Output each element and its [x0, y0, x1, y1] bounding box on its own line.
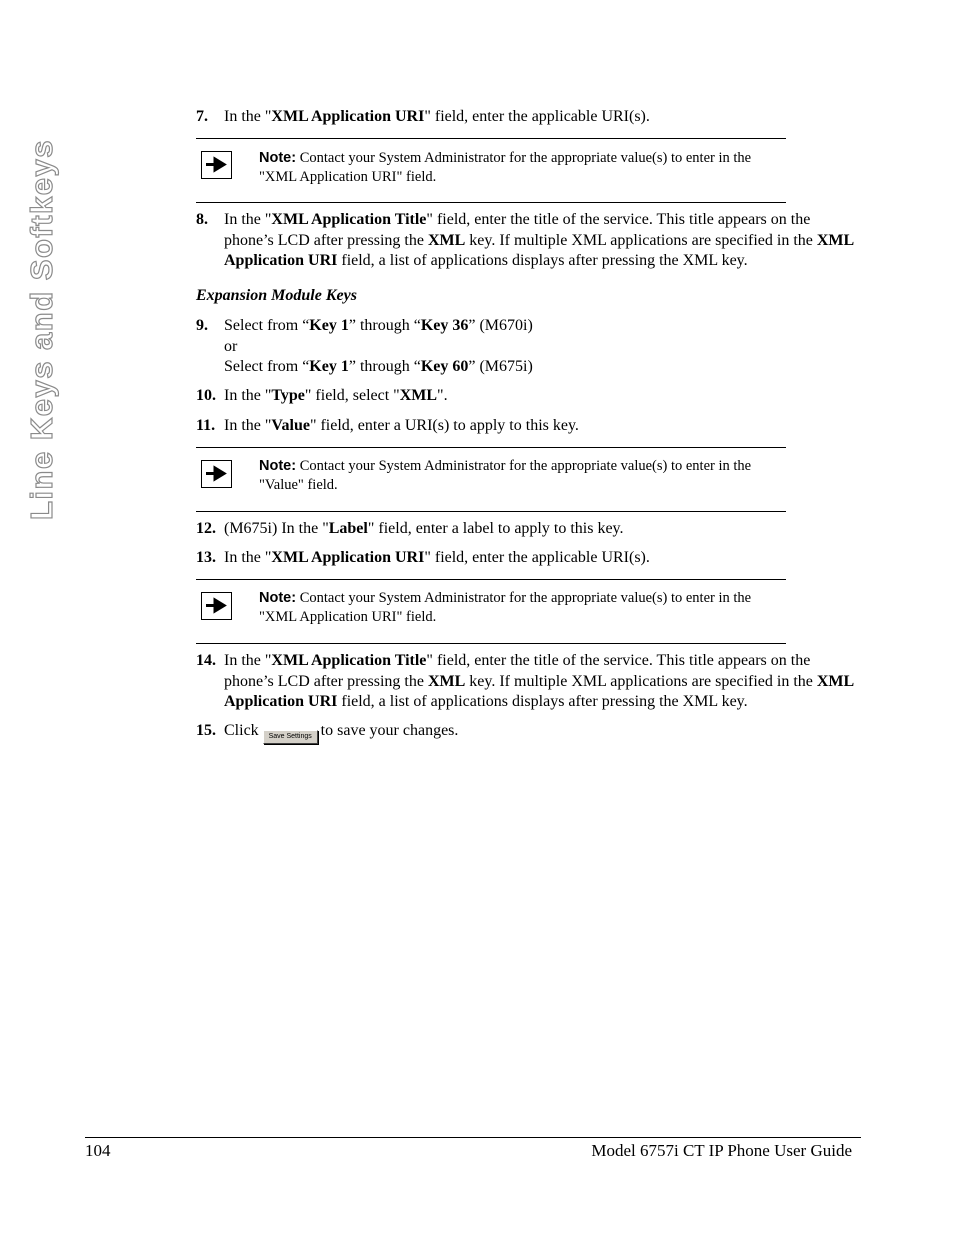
step-text: In the "Type" field, select "XML".: [224, 387, 448, 404]
page-number: 104: [85, 1141, 111, 1160]
step-11: [196, 416, 856, 437]
step-number: 10.: [196, 387, 216, 404]
step-text: In the "XML Application Title" field, enter the title of the service. This title appears on the phone’s LCD after pressing the XML key. If multiple XML applications are specified in the XML Application URI field, a list of applications displays after pressing the XML key.: [224, 652, 854, 710]
step-8: [196, 210, 856, 272]
footer-divider: [85, 1137, 861, 1138]
step-number: 12.: [196, 520, 216, 537]
note-box: [196, 447, 786, 512]
arrow-right-icon: [201, 151, 232, 179]
step-text: [224, 316, 856, 378]
step-14: [196, 651, 856, 713]
arrow-right-icon: [201, 460, 232, 488]
step-number: 15.: [196, 722, 216, 739]
guide-title: Model 6757i CT IP Phone User Guide: [591, 1141, 852, 1160]
step-text: In the "Value" field, enter a URI(s) to apply to this key.: [224, 417, 579, 434]
save-settings-button[interactable]: Save Settings: [263, 730, 318, 744]
step-13: [196, 548, 856, 569]
note-text: Note: Contact your System Administrator for the appropriate value(s) to enter in the "Value" field.: [259, 458, 752, 493]
step-text: In the "XML Application Title" field, enter the title of the service. This title appears on the phone’s LCD after pressing the XML key. If multiple XML applications are specified in the XML Application URI field, a list of applications displays after pressing the XML key.: [224, 211, 854, 269]
step-text: Click Save Settings to save your changes.: [224, 721, 856, 744]
note-text: Note: Contact your System Administrator for the appropriate value(s) to enter in the "XML Application URI" field.: [259, 590, 752, 625]
section-heading: Expansion Module Keys: [196, 287, 357, 304]
note-box: [196, 138, 786, 203]
step-line: Select from “Key 1” through “Key 36” (M670i): [224, 317, 533, 334]
step-number: 8.: [196, 211, 208, 228]
arrow-right-icon: [201, 592, 232, 620]
step-line: or: [224, 337, 238, 355]
step-text: (M675i) In the "Label" field, enter a label to apply to this key.: [224, 520, 624, 537]
side-section-title: Line Keys and Softkeys: [24, 138, 59, 520]
step-7: [196, 107, 856, 128]
step-number: 11.: [196, 417, 216, 434]
step-number: 14.: [196, 652, 216, 669]
step-number: 13.: [196, 549, 216, 566]
note-box: [196, 579, 786, 644]
step-line: Select from “Key 1” through “Key 60” (M675i): [224, 358, 533, 375]
step-number: 7.: [196, 108, 208, 125]
step-text: In the "XML Application URI" field, enter the applicable URI(s).: [224, 108, 650, 125]
step-15: [196, 721, 856, 744]
step-10: [196, 386, 856, 407]
step-9: [196, 316, 856, 378]
step-12: [196, 519, 856, 540]
step-text: In the "XML Application URI" field, enter the applicable URI(s).: [224, 549, 650, 566]
step-number: 9.: [196, 317, 208, 334]
note-text: Note: Contact your System Administrator for the appropriate value(s) to enter in the "XML Application URI" field.: [259, 150, 752, 185]
